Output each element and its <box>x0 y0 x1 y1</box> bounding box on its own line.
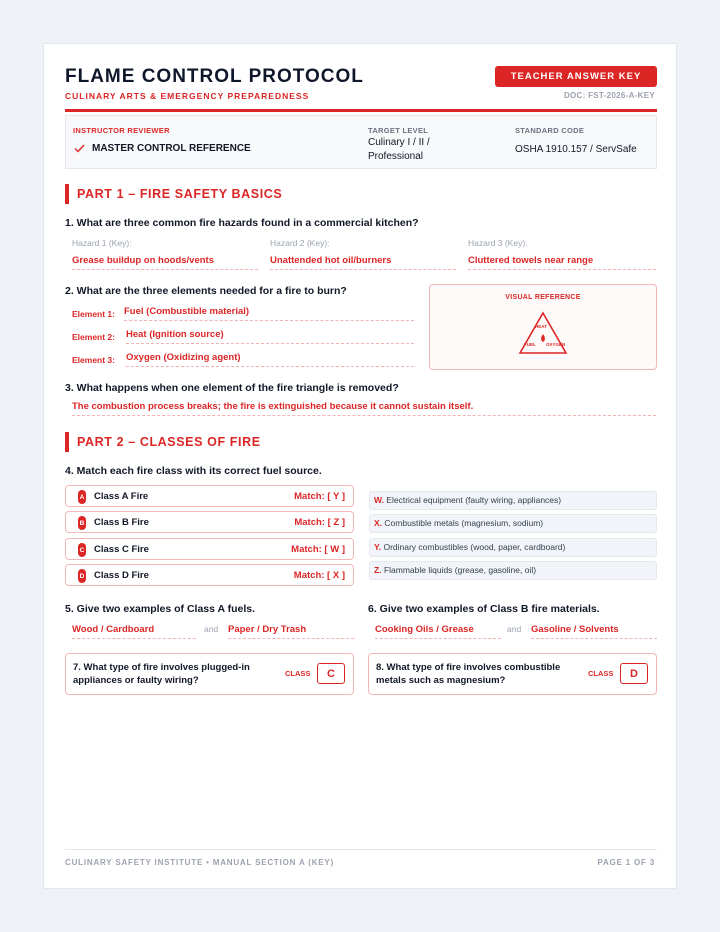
class-c-match: Match: [ W ] <box>291 544 345 555</box>
option-w: W. Electrical equipment (faulty wiring, appliances) <box>369 491 657 510</box>
class-a-match: Match: [ Y ] <box>294 491 345 502</box>
class-b-name: Class B Fire <box>94 517 149 528</box>
question-8-class-label: CLASS <box>588 669 614 678</box>
class-a-name: Class A Fire <box>94 491 149 502</box>
question-2: 2. What are the three elements needed for a fire to burn? <box>65 285 347 297</box>
question-3: 3. What happens when one element of the fire triangle is removed? <box>65 382 399 394</box>
element-1-answer: Fuel (Combustible material) <box>124 306 414 321</box>
question-7: 7. What type of fire involves plugged-in appliances or faulty wiring? <box>73 662 250 686</box>
class-a-row <box>65 485 354 507</box>
question-5-answer-1: Wood / Cardboard <box>72 624 196 639</box>
class-c-row <box>65 538 354 560</box>
hazard-3-label: Hazard 3 (Key): <box>468 238 528 248</box>
question-7-answer: C <box>317 663 345 684</box>
question-7-box <box>65 653 354 695</box>
question-8-answer: D <box>620 663 648 684</box>
class-d-match: Match: [ X ] <box>293 570 345 581</box>
element-2-answer: Heat (Ignition source) <box>126 329 414 344</box>
reviewer-label: INSTRUCTOR REVIEWER <box>73 126 170 135</box>
class-d-icon: D <box>78 569 86 583</box>
standard-value: OSHA 1910.157 / ServSafe <box>515 144 637 155</box>
question-6-answer-1: Cooking Oils / Grease <box>375 624 501 639</box>
reviewer-value: MASTER CONTROL REFERENCE <box>92 143 251 154</box>
part1-heading: PART 1 – FIRE SAFETY BASICS <box>65 184 282 204</box>
question-4: 4. Match each fire class with its correct fuel source. <box>65 465 322 477</box>
footer-divider <box>65 849 657 850</box>
class-c-name: Class C Fire <box>94 544 149 555</box>
question-8: 8. What type of fire involves combustible metals such as magnesium? <box>376 662 561 686</box>
standard-label: STANDARD CODE <box>515 126 585 135</box>
question-6: 6. Give two examples of Class B fire materials. <box>368 603 600 615</box>
class-c-icon: C <box>78 543 86 557</box>
footer-page-number: PAGE 1 OF 3 <box>597 858 655 867</box>
class-a-icon: A <box>78 490 86 504</box>
part2-heading: PART 2 – CLASSES OF FIRE <box>65 432 261 452</box>
document-subtitle: CULINARY ARTS & EMERGENCY PREPAREDNESS <box>65 91 310 101</box>
option-y: Y. Ordinary combustibles (wood, paper, cardboard) <box>369 538 657 557</box>
level-value: Culinary I / II / Professional <box>368 137 430 162</box>
class-b-match: Match: [ Z ] <box>294 517 345 528</box>
document-title: FLAME CONTROL PROTOCOL <box>65 66 364 87</box>
footer-left: CULINARY SAFETY INSTITUTE • MANUAL SECTION A (KEY) <box>65 858 335 867</box>
question-6-answer-2: Gasoline / Solvents <box>531 624 657 639</box>
triangle-heat-label: HEAT <box>535 324 547 329</box>
class-b-icon: B <box>78 516 86 530</box>
question-5-answer-2: Paper / Dry Trash <box>228 624 354 639</box>
question-3-answer: The combustion process breaks; the fire is extinguished because it cannot sustain itself. <box>72 401 656 416</box>
hazard-3-answer: Cluttered towels near range <box>468 255 656 270</box>
visual-reference-label: VISUAL REFERENCE <box>505 294 581 301</box>
element-3-answer: Oxygen (Oxidizing agent) <box>126 352 414 367</box>
option-x: X. Combustible metals (magnesium, sodium) <box>369 514 657 533</box>
header-rule <box>65 109 657 112</box>
triangle-oxygen-label: OXYGEN <box>546 342 566 347</box>
checkmark-icon <box>74 144 85 153</box>
level-label: TARGET LEVEL <box>368 126 429 135</box>
question-8-box <box>368 653 657 695</box>
class-b-row <box>65 511 354 533</box>
hazard-1-label: Hazard 1 (Key): <box>72 238 132 248</box>
question-6-joiner: and <box>507 624 522 634</box>
question-1: 1. What are three common fire hazards found in a commercial kitchen? <box>65 217 419 229</box>
triangle-fuel-label: FUEL <box>524 342 536 347</box>
option-z: Z. Flammable liquids (grease, gasoline, oil) <box>369 561 657 580</box>
document-id: DOC: FST-2026-A-KEY <box>563 91 655 100</box>
fire-triangle-icon <box>518 311 568 355</box>
class-d-name: Class D Fire <box>94 570 149 581</box>
question-5: 5. Give two examples of Class A fuels. <box>65 603 256 615</box>
hazard-2-answer: Unattended hot oil/burners <box>270 255 456 270</box>
answer-key-badge: TEACHER ANSWER KEY <box>495 66 657 87</box>
question-5-joiner: and <box>204 624 219 634</box>
element-3-label: Element 3: <box>72 355 115 365</box>
element-1-label: Element 1: <box>72 309 115 319</box>
info-box <box>65 115 657 169</box>
hazard-2-label: Hazard 2 (Key): <box>270 238 330 248</box>
worksheet-page <box>43 43 677 889</box>
class-d-row <box>65 564 354 586</box>
hazard-1-answer: Grease buildup on hoods/vents <box>72 255 258 270</box>
question-7-class-label: CLASS <box>285 669 311 678</box>
visual-reference-box <box>429 284 657 370</box>
element-2-label: Element 2: <box>72 332 115 342</box>
